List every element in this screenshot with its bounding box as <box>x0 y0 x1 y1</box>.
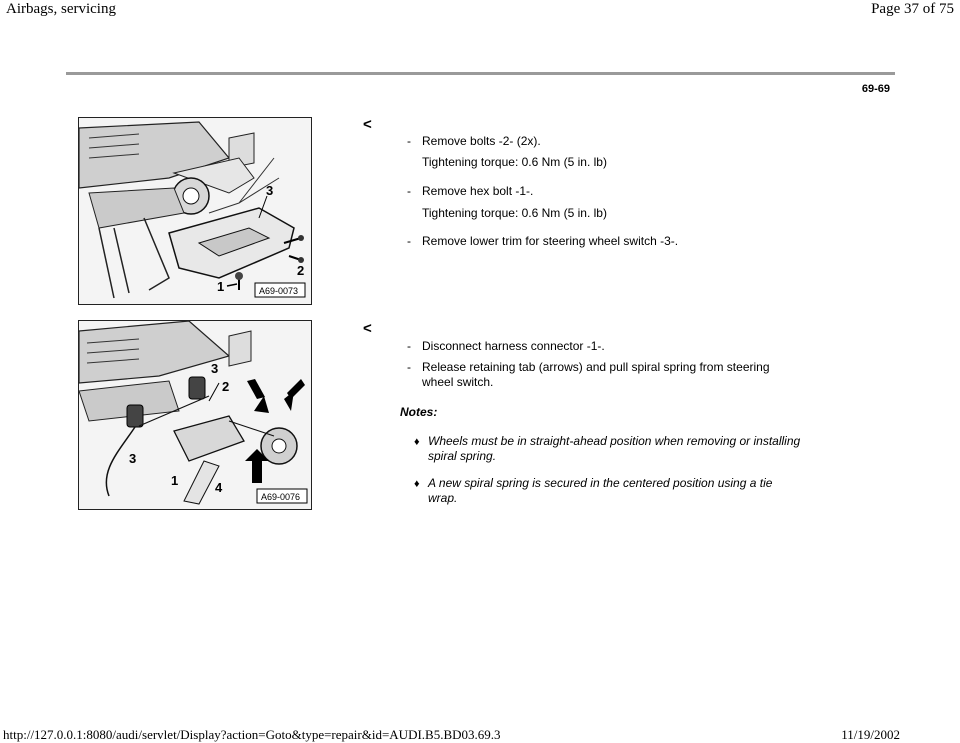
notes-heading: Notes: <box>400 405 438 419</box>
callout-2: 2 <box>297 263 305 278</box>
step-dash: - <box>407 234 411 248</box>
spiral-spring-illustration <box>79 321 311 509</box>
note-text-line2: spiral spring. <box>428 449 497 463</box>
step-text: Remove hex bolt -1-. <box>422 184 534 198</box>
figure-id: A69-0073 <box>259 286 299 296</box>
callout-3-top: 3 <box>211 361 219 376</box>
note-text-line1: A new spiral spring is secured in the centered position using a tie <box>428 476 773 490</box>
figure-id: A69-0076 <box>261 492 301 502</box>
pointer-marker: < <box>363 116 372 133</box>
callout-1: 1 <box>171 473 179 488</box>
step-text: Remove lower trim for steering wheel switch -3-. <box>422 234 679 248</box>
header-rule <box>66 72 895 75</box>
callout-2: 2 <box>222 379 230 394</box>
note-text-line1: Wheels must be in straight-ahead position when removing or installing <box>428 434 801 448</box>
document-title: Airbags, servicing <box>6 1 116 17</box>
callout-3: 3 <box>266 183 274 198</box>
page-code: 69-69 <box>861 83 890 95</box>
figure-spiral-spring <box>78 320 312 510</box>
step-dash: - <box>407 184 411 198</box>
note-text-line2: wrap. <box>428 491 458 505</box>
step-dash: - <box>407 360 411 374</box>
diamond-bullet-icon: ♦ <box>414 478 420 490</box>
step-release-tab <box>407 360 887 392</box>
step-dash: - <box>407 339 411 353</box>
diamond-bullet-icon: ♦ <box>414 436 420 448</box>
torque-spec: Tightening torque: 0.6 Nm (5 in. lb) <box>422 206 607 220</box>
footer-url: http://127.0.0.1:8080/audi/servlet/Display?action=Goto&type=repair&id=AUDI.B5.BD03.69.3 <box>3 727 501 742</box>
step-text: Remove bolts -2- (2x). <box>422 134 541 148</box>
note-wheels-straight <box>414 434 894 466</box>
step-text-line1: Release retaining tab (arrows) and pull spiral spring from steering <box>422 360 770 374</box>
torque-spec: Tightening torque: 0.6 Nm (5 in. lb) <box>422 155 607 169</box>
step-text-line2: wheel switch. <box>422 375 494 389</box>
step-dash: - <box>407 134 411 148</box>
note-new-spring <box>414 476 894 508</box>
callout-3-left: 3 <box>129 451 137 466</box>
figure-steering-trim <box>78 117 312 305</box>
pointer-marker: < <box>363 320 372 337</box>
page-indicator: Page 37 of 75 <box>871 1 954 17</box>
footer-date: 11/19/2002 <box>841 727 900 742</box>
steering-trim-illustration <box>79 118 311 304</box>
callout-1: 1 <box>217 279 225 294</box>
step-text: Disconnect harness connector -1-. <box>422 339 605 353</box>
callout-4: 4 <box>215 480 223 495</box>
